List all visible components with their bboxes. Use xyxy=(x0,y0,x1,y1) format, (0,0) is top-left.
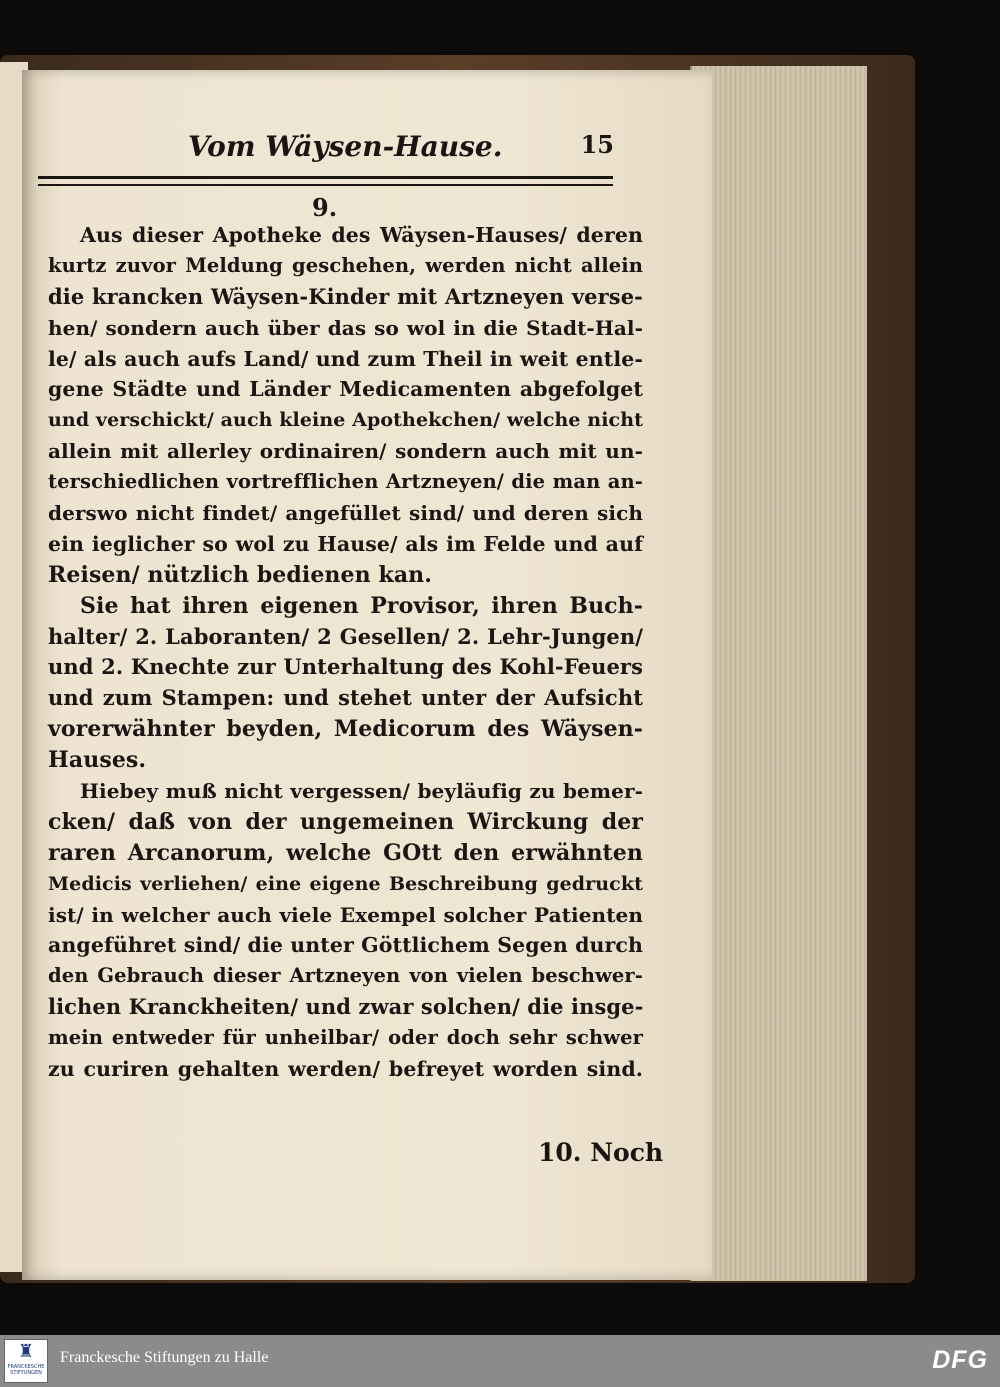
text-line: le/ als auch aufs Land/ und zum Theil in weit entle- xyxy=(48,346,643,371)
text-line: gene Städte und Länder Medicamenten abgefolget xyxy=(48,377,643,402)
page-header xyxy=(140,128,620,168)
text-line: Hauses. xyxy=(48,747,147,774)
text-line: und verschickt/ auch kleine Apothekchen/ welche nicht xyxy=(48,409,643,432)
text-line: angeführet sind/ die unter Göttlichem Segen durch xyxy=(48,933,643,958)
viewer-footer xyxy=(0,1335,1000,1387)
text-line: Medicis verliehen/ eine eigene Beschreibung gedruckt xyxy=(48,872,643,895)
body-text xyxy=(48,220,643,1085)
text-line: Hiebey muß nicht vergessen/ beyläufig zu bemer- xyxy=(80,779,643,804)
section-number: 9. xyxy=(312,193,338,222)
text-line: kurtz zuvor Meldung geschehen, werden nicht allein xyxy=(48,253,643,277)
text-line: halter/ 2. Laboranten/ 2 Gesellen/ 2. Lehr-Jungen/ xyxy=(48,623,643,649)
page-edges xyxy=(690,66,867,1281)
running-title: Vom Wäysen-Hause. xyxy=(188,130,503,163)
text-line: hen/ sondern auch über das so wol in die Stadt-Hal- xyxy=(48,315,643,340)
text-line: allein mit allerley ordinairen/ sondern auch mit un- xyxy=(48,439,643,464)
text-line: terschiedlichen vortrefflichen Artzneyen/ die man an- xyxy=(48,470,643,494)
text-line: Reisen/ nützlich bedienen kan. xyxy=(48,561,433,588)
text-line: lichen Kranckheiten/ und zwar solchen/ die insge- xyxy=(48,994,644,1020)
text-line: und 2. Knechte zur Unterhaltung des Kohl-Feuers xyxy=(48,654,643,680)
crest-icon: ♜ xyxy=(17,1341,35,1362)
institution-name[interactable]: Franckesche Stiftungen zu Halle xyxy=(60,1349,269,1366)
text-line: mein entweder für unheilbar/ oder doch sehr schwer xyxy=(48,1026,643,1050)
page-number: 15 xyxy=(580,130,614,159)
header-rule xyxy=(38,176,613,179)
text-line: cken/ daß von der ungemeinen Wirckung der xyxy=(48,808,643,835)
text-line: den Gebrauch dieser Artzneyen von vielen beschwer- xyxy=(48,964,643,988)
text-line: die krancken Wäysen-Kinder mit Artzneyen verse- xyxy=(48,283,643,309)
text-line: und zum Stampen: und stehet unter der Aufsicht xyxy=(48,685,643,711)
text-line: Aus dieser Apotheke des Wäysen-Hauses/ deren xyxy=(80,223,643,247)
text-line: ein ieglicher so wol zu Hause/ als im Felde und auf xyxy=(48,531,643,556)
text-line: derswo nicht findet/ angefüllet sind/ und deren sich xyxy=(48,501,643,526)
text-line: zu curiren gehalten werden/ befreyet worden sind. xyxy=(48,1057,643,1082)
institution-logo[interactable] xyxy=(4,1339,48,1383)
text-line: ist/ in welcher auch viele Exempel solcher Patienten xyxy=(48,902,643,927)
logo-text: FRANCKESCHE STIFTUNGEN xyxy=(7,1364,45,1376)
header-rule xyxy=(38,184,613,186)
catchword: 10. Noch xyxy=(538,1138,664,1167)
dfg-logo[interactable]: DFG xyxy=(932,1346,988,1374)
text-line: raren Arcanorum, welche GOtt den erwähnten xyxy=(48,839,643,866)
text-line: vorerwähnter beyden, Medicorum des Wäysen- xyxy=(48,716,643,743)
text-line: Sie hat ihren eigenen Provisor, ihren Buch- xyxy=(80,592,643,619)
